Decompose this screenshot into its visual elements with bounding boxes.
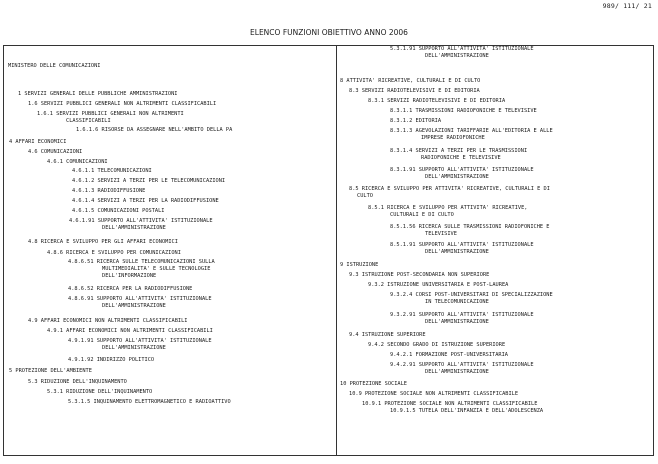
- ministry-heading: MINISTERO DELLE COMUNICAZIONI: [8, 63, 101, 69]
- list-item: 4.9 AFFARI ECONOMICI NON ALTRIMENTI CLASSIFICABILI: [28, 318, 188, 324]
- list-item: DELL'AMMINISTRAZIONE: [425, 369, 489, 375]
- list-item: 1 SERVIZI GENERALI DELLE PUBBLICHE AMMINISTRAZIONI: [18, 91, 178, 97]
- list-item: 4.6.1.5 COMUNICAZIONI POSTALI: [72, 208, 165, 214]
- list-item: IN TELECOMUNICAZIONE: [425, 299, 489, 305]
- list-item: 4.6.1.2 SERVIZI A TERZI PER LE TELECOMUNICAZIONI: [72, 178, 226, 184]
- list-item: 8.5 RICERCA E SVILUPPO PER ATTIVITA' RICREATIVE, CULTURALI E DI: [349, 186, 550, 192]
- list-item: 4.8 RICERCA E SVILUPPO PER GLI AFFARI ECONOMICI: [28, 239, 178, 245]
- list-item: 4.8.6.52 RICERCA PER LA RADIODIFFUSIONE: [68, 286, 193, 292]
- list-item: CULTURALI E DI CULTO: [390, 212, 454, 218]
- list-item: 4.6.1 COMUNICAZIONI: [47, 159, 108, 165]
- list-item: 4.9.1 AFFARI ECONOMICI NON ALTRIMENTI CLASSIFICABILI: [47, 328, 213, 334]
- list-item: 4.8.6.51 RICERCA SULLE TELECOMUNICAZIONI SULLA: [68, 259, 215, 265]
- list-item: 8.5.1.56 RICERCA SULLE TRASMISSIONI RADIOFONICHE E: [390, 224, 550, 230]
- list-item: DELL'AMMINISTRAZIONE: [425, 319, 489, 325]
- list-item: 4.6.1.91 SUPPORTO ALL'ATTIVITA' ISTITUZIONALE: [69, 218, 213, 224]
- list-item: 9.4.2 SECONDO GRADO DI ISTRUZIONE SUPERIORE: [368, 342, 506, 348]
- list-item: 9.3.2 ISTRUZIONE UNIVERSITARIA E POST-LAUREA: [368, 282, 509, 288]
- list-item: 8.3.1.91 SUPPORTO ALL'ATTIVITA' ISTITUZIONALE: [390, 167, 534, 173]
- list-item: 9.4.2.1 FORMAZIONE POST-UNIVERSITARIA: [390, 352, 508, 358]
- list-item: 9.3 ISTRUZIONE POST-SECONDARIA NON SUPERIORE: [349, 272, 490, 278]
- list-item: 8 ATTIVITA' RICREATIVE, CULTURALI E DI CULTO: [340, 78, 481, 84]
- list-item: DELL'AMMINISTRAZIONE: [425, 53, 489, 59]
- list-item: DELL'AMMINISTRAZIONE: [102, 225, 166, 231]
- list-item: 4 AFFARI ECONOMICI: [9, 139, 67, 145]
- list-item: 4.6 COMUNICAZIONI: [28, 149, 83, 155]
- list-item: CULTO: [357, 193, 373, 199]
- list-item: 5 PROTEZIONE DELL'AMBIENTE: [9, 368, 92, 374]
- list-item: 9 ISTRUZIONE: [340, 262, 379, 268]
- list-item: 4.9.1.91 SUPPORTO ALL'ATTIVITA' ISTITUZIONALE: [68, 338, 212, 344]
- list-item: 4.6.1.4 SERVIZI A TERZI PER LA RADIODIFFUSIONE: [72, 198, 219, 204]
- list-item: 8.3 SERVIZI RADIOTELEVISIVI E DI EDITORIA: [349, 88, 480, 94]
- list-item: 10.9.1 PROTEZIONE SOCIALE NON ALTRIMENTI CLASSIFICABILE: [362, 401, 538, 407]
- list-item: 1.6.1.6 RISORSE DA ASSEGNARE NELL'AMBITO DELLA PA: [76, 127, 233, 133]
- list-item: 8.3.1.3 AGEVOLAZIONI TARIFFARIE ALL'EDITORIA E ALLE: [390, 128, 553, 134]
- list-item: DELL'AMMINISTRAZIONE: [102, 345, 166, 351]
- list-item: DELL'AMMINISTRAZIONE: [425, 249, 489, 255]
- list-item: 4.8.6.91 SUPPORTO ALL'ATTIVITA' ISTITUZIONALE: [68, 296, 212, 302]
- list-item: 8.3.1 SERVIZI RADIOTELEVISIVI E DI EDITORIA: [368, 98, 506, 104]
- list-item: 8.3.1.1 TRASMISSIONI RADIOFONICHE E TELEVISIVE: [390, 108, 537, 114]
- list-item: 9.3.2.4 CORSI POST-UNIVERSITARI DI SPECIALIZZAZIONE: [390, 292, 553, 298]
- list-item: RADIOFONICHE E TELEVISIVE: [421, 155, 501, 161]
- list-item: 4.8.6 RICERCA E SVILUPPO PER COMUNICAZIONI: [47, 250, 181, 256]
- list-item: 5.3.1.91 SUPPORTO ALL'ATTIVITA' ISTITUZIONALE: [390, 46, 534, 52]
- list-item: 1.6.1 SERVIZI PUBBLICI GENERALI NON ALTRIMENTI: [37, 111, 184, 117]
- document-title: ELENCO FUNZIONI OBIETTIVO ANNO 2006: [250, 28, 408, 37]
- list-item: 4.6.1.1 TELECOMUNICAZIONI: [72, 168, 152, 174]
- list-item: 10.9.1.5 TUTELA DELL'INFANZIA E DELL'ADOLESCENZA: [390, 408, 544, 414]
- list-item: MULTIMEDIALITA' E SULLE TECNOLOGIE: [102, 266, 211, 272]
- list-item: CLASSIFICABILI: [66, 118, 111, 124]
- list-item: 5.3.1 RIDUZIONE DELL'INQUINAMENTO: [47, 389, 153, 395]
- list-item: IMPRESE RADIOFONICHE: [421, 135, 485, 141]
- column-divider: [336, 46, 337, 455]
- list-item: DELL'AMMINISTRAZIONE: [102, 303, 166, 309]
- content-frame: [3, 45, 654, 456]
- list-item: 9.4.2.91 SUPPORTO ALL'ATTIVITA' ISTITUZIONALE: [390, 362, 534, 368]
- list-item: 5.3.1.5 INQUINAMENTO ELETTROMAGNETICO E RADIOATTIVO: [68, 399, 231, 405]
- page-number: 989/ 111/ 21: [602, 2, 652, 10]
- list-item: 10 PROTEZIONE SOCIALE: [340, 381, 407, 387]
- list-item: 8.3.1.2 EDITORIA: [390, 118, 442, 124]
- list-item: 4.9.1.92 INDIRIZZO POLITICO: [68, 357, 155, 363]
- list-item: 8.5.1.91 SUPPORTO ALL'ATTIVITA' ISTITUZIONALE: [390, 242, 534, 248]
- list-item: 8.3.1.4 SERVIZI A TERZI PER LE TRASMISSIONI: [390, 148, 528, 154]
- list-item: 4.6.1.3 RADIODIFFUSIONE: [72, 188, 146, 194]
- list-item: 10.9 PROTEZIONE SOCIALE NON ALTRIMENTI CLASSIFICABILE: [349, 391, 519, 397]
- list-item: TELEVISIVE: [425, 231, 457, 237]
- list-item: 1.6 SERVIZI PUBBLICI GENERALI NON ALTRIMENTI CLASSIFICABILI: [28, 101, 217, 107]
- list-item: 8.5.1 RICERCA E SVILUPPO PER ATTIVITA' RICREATIVE,: [368, 205, 528, 211]
- list-item: DELL'AMMINISTRAZIONE: [425, 174, 489, 180]
- list-item: DELL'INFORMAZIONE: [102, 273, 157, 279]
- list-item: 9.4 ISTRUZIONE SUPERIORE: [349, 332, 426, 338]
- list-item: 5.3 RIDUZIONE DELL'INQUINAMENTO: [28, 379, 127, 385]
- list-item: 9.3.2.91 SUPPORTO ALL'ATTIVITA' ISTITUZIONALE: [390, 312, 534, 318]
